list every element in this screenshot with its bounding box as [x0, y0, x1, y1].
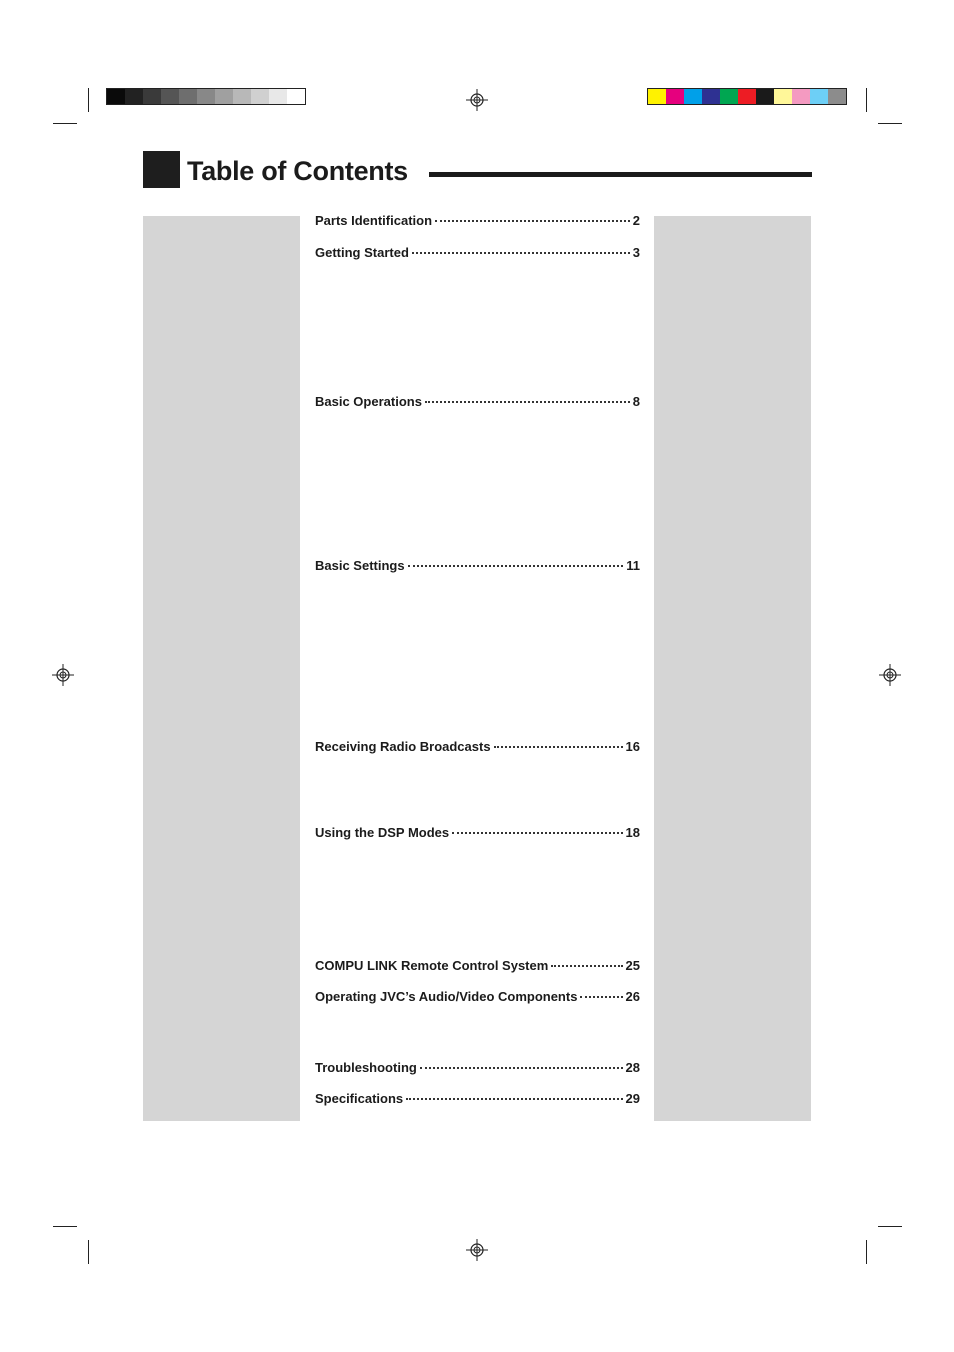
dot-leader: [412, 252, 630, 254]
dot-leader: [452, 832, 622, 834]
color-swatch: [702, 89, 720, 104]
toc-page-number: 11: [626, 558, 640, 573]
toc-page-number: 16: [625, 739, 640, 754]
dot-leader: [435, 220, 630, 222]
crop-mark: [866, 1240, 867, 1264]
gray-swatch: [161, 89, 179, 104]
color-swatch: [756, 89, 774, 104]
toc-entry-receiving-radio-broadcasts[interactable]: [315, 739, 640, 757]
dot-leader: [408, 565, 624, 567]
color-swatch: [810, 89, 828, 104]
gray-swatch: [179, 89, 197, 104]
crop-mark: [53, 123, 77, 124]
toc-entry-parts-identification[interactable]: [315, 213, 640, 231]
gray-swatch: [197, 89, 215, 104]
gray-swatch: [251, 89, 269, 104]
page-title: Table of Contents: [187, 156, 408, 186]
dot-leader: [580, 996, 622, 998]
crop-mark: [88, 88, 89, 112]
color-swatch: [720, 89, 738, 104]
gray-swatch: [215, 89, 233, 104]
gray-swatch: [269, 89, 287, 104]
toc-label: Using the DSP Modes: [315, 825, 450, 840]
color-swatch: [666, 89, 684, 104]
toc-label: Specifications: [315, 1091, 404, 1106]
toc-page-number: 25: [625, 958, 640, 973]
gray-swatch: [107, 89, 125, 104]
toc-page-number: 2: [632, 213, 640, 228]
toc-entry-compu-link[interactable]: [315, 958, 640, 976]
color-swatch: [828, 89, 846, 104]
gray-swatch: [143, 89, 161, 104]
toc-label: Troubleshooting: [315, 1060, 417, 1075]
gray-swatch: [233, 89, 251, 104]
toc-label: Parts Identification: [315, 213, 433, 228]
toc-entry-specifications[interactable]: [315, 1091, 640, 1109]
toc-entry-basic-settings[interactable]: [315, 558, 640, 576]
registration-mark-icon: [52, 664, 74, 686]
toc-page-number: 8: [632, 394, 640, 409]
toc-page-number: 18: [625, 825, 640, 840]
toc-page-number: 28: [625, 1060, 640, 1075]
toc-label: COMPU LINK Remote Control System: [315, 958, 549, 973]
toc-label: Operating JVC’s Audio/Video Components: [315, 989, 578, 1004]
grayscale-calibration-bar: [106, 88, 306, 105]
registration-mark-icon: [466, 89, 488, 111]
registration-mark-icon: [879, 664, 901, 686]
toc-page-number: 3: [632, 245, 640, 260]
gray-swatch: [287, 89, 305, 104]
toc-page-number: 26: [625, 989, 640, 1004]
color-swatch: [684, 89, 702, 104]
color-swatch: [774, 89, 792, 104]
toc-entry-troubleshooting[interactable]: [315, 1060, 640, 1078]
toc-entry-using-the-dsp-modes[interactable]: [315, 825, 640, 843]
crop-mark: [866, 88, 867, 112]
toc-entry-getting-started[interactable]: [315, 245, 640, 263]
color-swatch: [738, 89, 756, 104]
title-marker-block: [143, 151, 180, 188]
right-gray-panel: [654, 216, 811, 1121]
toc-label: Receiving Radio Broadcasts: [315, 739, 491, 754]
crop-mark: [53, 1226, 77, 1227]
toc-label: Getting Started: [315, 245, 409, 260]
dot-leader: [420, 1067, 623, 1069]
dot-leader: [551, 965, 622, 967]
toc-entry-operating-jvc-components[interactable]: [315, 989, 640, 1007]
color-swatch: [792, 89, 810, 104]
dot-leader: [425, 401, 630, 403]
registration-mark-icon: [466, 1239, 488, 1261]
dot-leader: [494, 746, 623, 748]
crop-mark: [878, 123, 902, 124]
gray-swatch: [125, 89, 143, 104]
toc-label: Basic Settings: [315, 558, 405, 573]
dot-leader: [406, 1098, 622, 1100]
left-gray-panel: [143, 216, 300, 1121]
color-calibration-bar: [647, 88, 847, 105]
crop-mark: [878, 1226, 902, 1227]
toc-entry-basic-operations[interactable]: [315, 394, 640, 412]
crop-mark: [88, 1240, 89, 1264]
color-swatch: [648, 89, 666, 104]
toc-label: Basic Operations: [315, 394, 422, 409]
title-rule: [429, 172, 812, 177]
toc-page-number: 29: [625, 1091, 640, 1106]
